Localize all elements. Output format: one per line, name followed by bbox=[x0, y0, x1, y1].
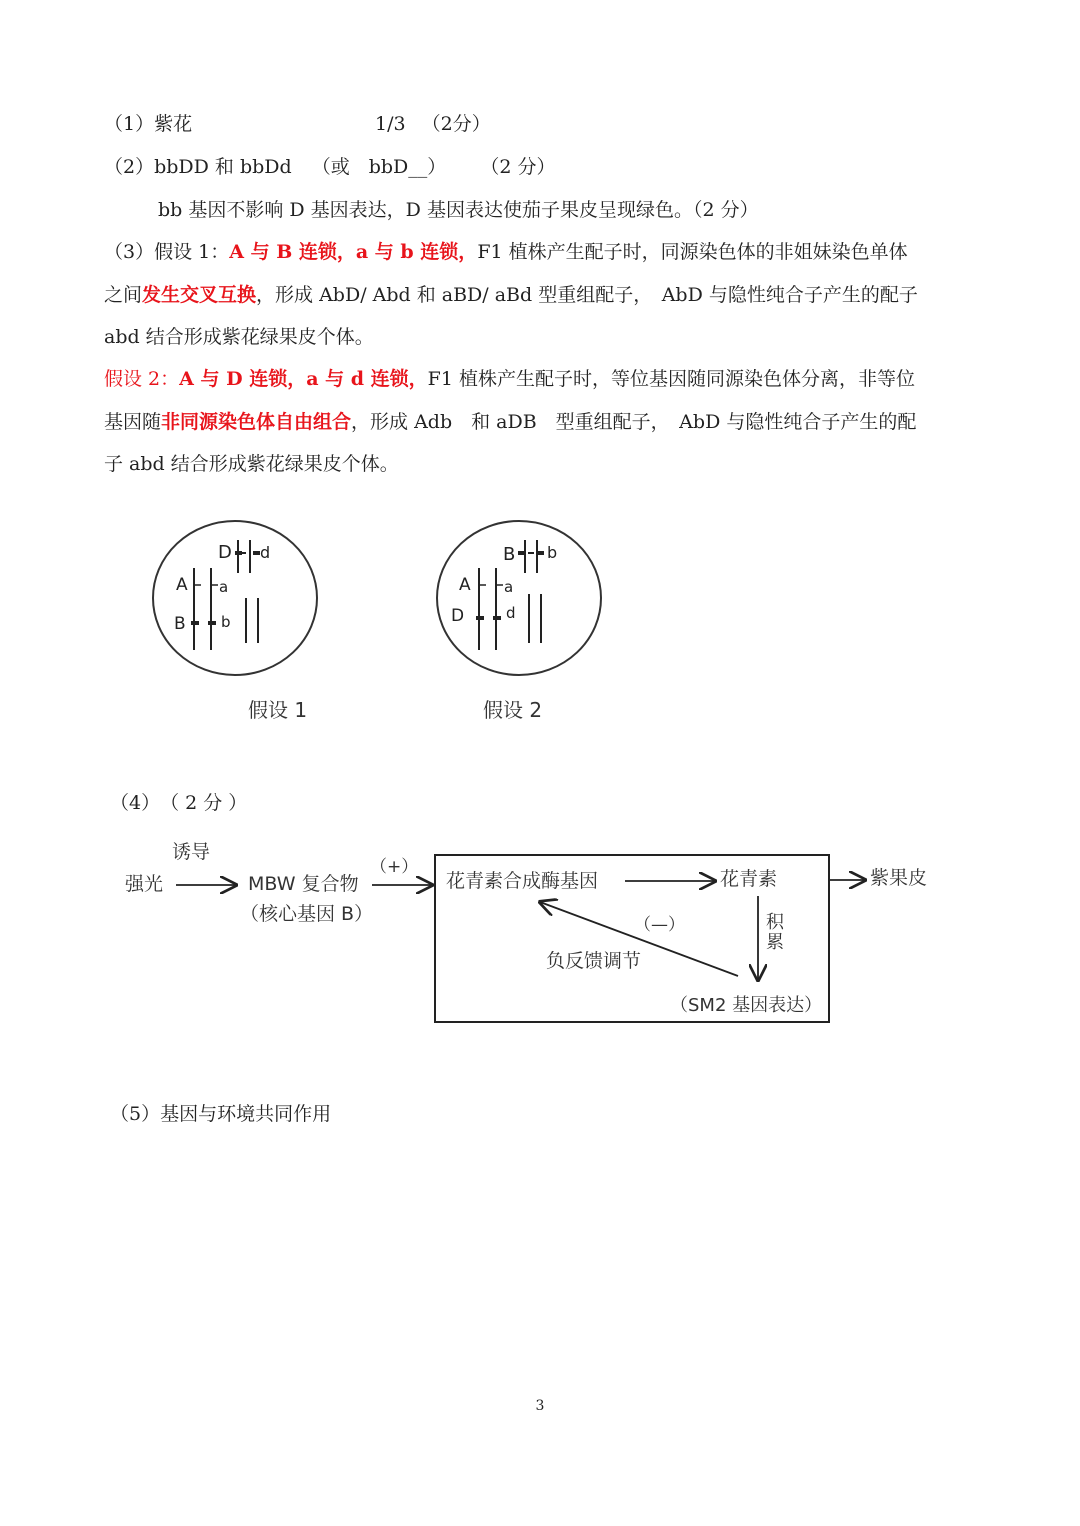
allele-label: a bbox=[219, 578, 229, 596]
cell-caption-1: 假设 1 bbox=[248, 698, 308, 722]
mbw-text: MBW 复合物 bbox=[248, 873, 359, 895]
cell-diagram-2 bbox=[435, 518, 607, 678]
allele-label: D bbox=[218, 542, 232, 563]
q3-h1-line1: （3）假设 1：A 与 B 连锁，a 与 b 连锁，F1 植株产生配子时，同源染色体的非姐妹染色单体 bbox=[104, 241, 908, 263]
cell-diagram-1 bbox=[150, 518, 322, 678]
sm2-text: （SM2 基因表达） bbox=[670, 995, 823, 1016]
allele-label: D bbox=[451, 606, 465, 626]
q3-h2-red2: 非同源染色体自由组合 bbox=[161, 411, 352, 433]
q2-alt: （或 bbD__） bbox=[311, 156, 447, 178]
feedback-text: 负反馈调节 bbox=[546, 950, 642, 972]
strong-light-text: 强光 bbox=[125, 873, 164, 895]
q2-line bbox=[104, 155, 555, 179]
anthocyanin-text: 花青素 bbox=[720, 868, 778, 890]
allele-label: A bbox=[459, 575, 471, 595]
q2-label: （2）bbDD 和 bbDd bbox=[104, 156, 292, 178]
regulation-flowchart bbox=[110, 830, 950, 1030]
allele-label: A bbox=[176, 575, 188, 595]
q3-h2-line2: 基因随非同源染色体自由组合，形成 Adb 和 aDB 型重组配子， AbD 与隐性纯合子产生的配 bbox=[104, 411, 917, 433]
q3-h2-red1: A 与 D 连锁，a 与 d 连锁， bbox=[179, 368, 428, 390]
core-gene-text: （核心基因 B） bbox=[240, 903, 374, 925]
cell-membrane-1 bbox=[153, 521, 317, 675]
q3-h2-line1: 假设 2：A 与 D 连锁，a 与 d 连锁，F1 植株产生配子时，等位基因随同源染色体分离，非等位 bbox=[104, 368, 915, 390]
q3-h1-line3: abd 结合形成紫花绿果皮个体。 bbox=[104, 326, 374, 348]
q1-score: （2分） bbox=[421, 113, 491, 135]
q3-h1-red1: A 与 B 连锁，a 与 b 连锁， bbox=[229, 241, 478, 263]
q1-ratio: 1/3 （2分） bbox=[375, 113, 491, 135]
enzyme-gene-text: 花青素合成酶基因 bbox=[446, 870, 599, 892]
q4-label: （4） （ 2 分 ） bbox=[110, 792, 248, 814]
q3-h1-line2: 之间发生交叉互换，形成 AbD/ Abd 和 aBD/ aBd 型重组配子， AbD 与隐性纯合子产生的配子 bbox=[104, 284, 918, 306]
allele-label: b bbox=[221, 613, 231, 631]
purple-peel-text: 紫果皮 bbox=[870, 867, 928, 889]
allele-label: B bbox=[503, 544, 516, 565]
q3-h2-line3: 子 abd 结合形成紫花绿果皮个体。 bbox=[104, 453, 399, 475]
accumulate-text-1: 积 bbox=[766, 912, 784, 933]
induce-text: 诱导 bbox=[172, 841, 211, 863]
q2-score: （2 分） bbox=[480, 156, 556, 178]
accumulate-text-2: 累 bbox=[766, 932, 784, 953]
page-number: 3 bbox=[535, 1398, 545, 1414]
q1-line bbox=[104, 112, 192, 136]
q2-explain: bb 基因不影响 D 基因表达，D 基因表达使茄子果皮呈现绿色。（2 分） bbox=[158, 199, 759, 221]
cell-membrane-2 bbox=[437, 521, 601, 675]
minus-text: （—） bbox=[634, 915, 685, 935]
q3-h1-red2: 发生交叉互换 bbox=[142, 284, 257, 306]
q1-label: （1）紫花 bbox=[104, 113, 193, 135]
cell-caption-2: 假设 2 bbox=[483, 698, 543, 722]
allele-label: a bbox=[504, 578, 514, 596]
allele-label: B bbox=[174, 614, 186, 634]
q5-label: （5）基因与环境共同作用 bbox=[110, 1103, 332, 1125]
allele-label: b bbox=[547, 543, 558, 562]
allele-label: d bbox=[506, 604, 516, 622]
plus-text: （+） bbox=[370, 857, 419, 877]
allele-label: d bbox=[260, 543, 271, 562]
